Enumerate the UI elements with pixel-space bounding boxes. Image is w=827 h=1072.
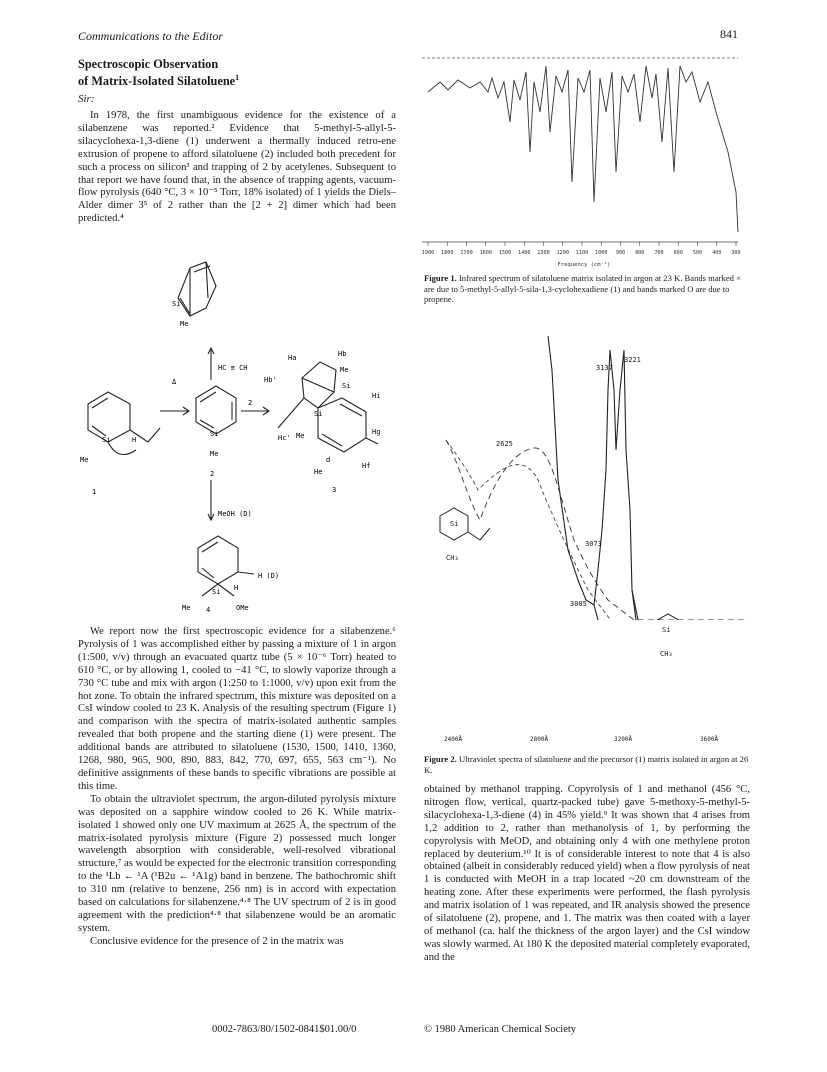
scheme-reagent-acetylene: HC ≡ CH	[218, 364, 248, 372]
scheme-ome-4: OMe	[236, 604, 249, 612]
scheme-ha: Ha	[288, 354, 297, 362]
title-line-1: Spectroscopic Observation	[78, 57, 219, 71]
scheme-hb-prime: Hb'	[264, 376, 277, 384]
ir-tick-label: 1200	[556, 250, 569, 256]
scheme-reagent-methanol: MeOH (D)	[218, 510, 252, 518]
paragraph-uv: To obtain the ultraviolet spectrum, the argon-diluted pyrolysis mixture was deposited on a sapphire window cooled to 26 K. While matrix-isolated 1 showed only one UV maximum at 2625 Å, the spectrum of the matrix-isolated pyrolysis mixture (Figure 2) possessed much longer wavelength absorption with considerable, well-resolved vibrational structure,⁷ as would be expected for the electronic transition corresponding to the ¹Lb ← ¹A (¹B2u ← ¹A1g) band in benzene. The bathochromic shift to 310 nm (relative to benzene, 256 nm) is in accord with expectation based on calculations for silabenzene.⁴·⁸ The UV spectrum of 2 is in good agreement with the prediction⁴·⁸ that silabenzene would be an aromatic system.	[78, 793, 396, 934]
scheme-label-1: 1	[92, 488, 97, 496]
uv-precursor-tail	[446, 440, 748, 620]
ir-tick-label: 900	[615, 250, 626, 256]
scheme-h-4: H	[234, 584, 239, 592]
scheme-delta: Δ	[172, 378, 177, 386]
uv-silatoluene-structure	[654, 614, 682, 620]
uv-tick-3200: 3200Å	[614, 736, 633, 743]
uv-peak-3005: 3005	[570, 600, 587, 608]
figure-2-label: Figure 2.	[424, 754, 457, 764]
uv-peak-3073: 3073	[585, 540, 602, 548]
figure-1-caption-text: Infrared spectrum of silatoluene matrix isolated in argon at 23 K. Bands marked × are due to 5-methyl-5-allyl-5-sila-1,3-cyclohexadiene (1) and bands marked O are due to propene.	[424, 273, 741, 305]
bicyclic-adduct-structure	[178, 262, 216, 316]
intro-paragraph	[78, 110, 396, 226]
uv-tick-2800: 2800Å	[530, 736, 549, 743]
ir-tick-label: 600	[673, 250, 683, 256]
scheme-d: d	[326, 456, 331, 464]
ir-tick-label: 1300	[537, 250, 550, 256]
footer-copyright: © 1980 American Chemical Society	[424, 1024, 577, 1035]
scheme-si-4: Si	[212, 588, 221, 596]
salutation: Sir:	[78, 93, 95, 105]
scheme-me-adduct: Me	[180, 320, 189, 328]
figure-2-caption-text: Ultraviolet spectra of silatoluene and the precursor (1) matrix isolated in argon at 26 K.	[424, 754, 749, 775]
figure-1-ir-spectrum	[418, 52, 748, 272]
ir-tick-label: 1600	[479, 250, 492, 256]
uv-tick-2400: 2400Å	[444, 736, 463, 743]
scheme-label-2: 2	[210, 470, 215, 478]
figure-1-label: Figure 1.	[424, 273, 457, 283]
journal-header: Communications to the Editor	[78, 29, 223, 43]
uv-precursor-si: Si	[450, 520, 459, 528]
ir-tick-label: 1700	[460, 250, 473, 256]
title-footnote: 1	[235, 73, 240, 82]
ir-xlabel: Frequency (cm⁻¹)	[557, 262, 611, 268]
reaction-scheme	[78, 258, 396, 630]
right-column-body	[424, 784, 750, 965]
ir-tick-label: 300	[731, 250, 741, 256]
ir-tick-label: 700	[654, 250, 664, 256]
ir-tick-label: 1900	[421, 250, 435, 256]
uv-silatoluene-si: Si	[662, 626, 671, 634]
uv-trace-structure	[594, 350, 748, 620]
scheme-si-1: Si	[102, 436, 111, 444]
ir-tick-label: 800	[635, 250, 645, 256]
scheme-me-1: Me	[80, 456, 89, 464]
scheme-hd: H (D)	[258, 572, 280, 580]
figure-2-uv-spectrum	[418, 330, 750, 620]
scheme-me-4: Me	[182, 604, 191, 612]
uv-peak-2625: 2625	[496, 440, 513, 448]
scheme-he: He	[314, 468, 323, 476]
scheme-si-adduct: Si	[172, 300, 181, 308]
scheme-hc: Hc'	[278, 434, 291, 442]
uv-peak-3221: 3221	[624, 356, 641, 364]
uv-trace-base	[632, 590, 748, 620]
scheme-h-1: H	[132, 436, 137, 444]
ir-x-ticks	[422, 242, 741, 256]
uv-peak-3137: 3137	[596, 364, 613, 372]
ir-trace	[428, 66, 738, 232]
scheme-hb: Hb	[338, 350, 347, 358]
scheme-me-2: Me	[210, 450, 219, 458]
paragraph-trapping: obtained by methanol trapping. Copyrolysis of 1 and methanol (456 °C, nitrogen flow, vertical, quartz-packed tube) gave 5-methoxy-5-methyl-5-silacyclohexa-1,3-diene (4) in 45% yield.⁹ It was shown that 4 arises from 1,2 addition to 2, rather than methanolysis of 1, by performing the copyrolysis with MeOD, and obtaining only 4 with one methylene proton replaced by deuterium.¹⁰ It is of considerable interest to note that 4 is also obtained (albeit in considerably reduced yield) when a flow pyrolysis of neat 1 is conducted with MeOH in a trap located ~20 cm downstream of the heating zone. After these experiments were performed, the flash pyrolysis and matrix isolation of 1 was repeated, and IR analysis showed the presence of silatoluene (2), propene, and 1. The matrix was then coated with a layer of methanol (ca. half the thickness of the argon layer) and the CsI window was slowly warmed. At 180 K the deposited material completely evaporated, and the	[424, 784, 750, 963]
uv-silatoluene-ch3: CH₃	[660, 650, 673, 658]
left-column-body	[78, 626, 396, 949]
figure-2-caption	[424, 754, 750, 775]
scheme-label-3: 3	[332, 486, 337, 494]
compound-4-structure	[198, 536, 254, 596]
ir-tick-label: 1100	[575, 250, 589, 256]
ir-tick-label: 1400	[518, 250, 531, 256]
scheme-hi: Hi	[372, 392, 381, 400]
scheme-si-2: Si	[210, 430, 219, 438]
compound-3-structure	[278, 362, 381, 452]
figure-1-caption	[424, 273, 750, 305]
scheme-label-4: 4	[206, 606, 211, 614]
scheme-hf: Hf	[362, 462, 371, 470]
title-line-2: of Matrix-Isolated Silatoluene	[78, 74, 236, 89]
uv-precursor-ch3: CH₃	[446, 554, 459, 562]
scheme-arrow-label-2: 2	[248, 399, 253, 407]
scheme-me-3b: Me	[296, 432, 305, 440]
ir-tick-label: 1800	[441, 250, 454, 256]
intro-text: In 1978, the first unambiguous evidence for the existence of a silabenzene was reported.² Evidence that 5-methyl-5-allyl-5-silacyclohexa-1,3-diene (1) underwent a thermally induced retro-ene extrusion of propene to afford silatoluene (2) included both precedent for such a process on silicon³ and trapping of 2 by acetylenes. Subsequent to that report we have found that, in the absence of trapping agents, vacuum-flow pyrolysis (640 °C, 3 × 10⁻⁵ Torr, 18% isolated) of 1 yields the Diels–Alder dimer 3⁵ of 2 rather than the [2 + 2] dimer which had been predicted.⁴	[78, 110, 396, 225]
scheme-me-3: Me	[340, 366, 349, 374]
uv-precursor-dashed-trace	[446, 440, 648, 620]
ir-tick-label: 1000	[595, 250, 608, 256]
scheme-si-3b: Si	[314, 410, 323, 418]
ir-tick-label: 500	[692, 250, 703, 256]
scheme-si-3a: Si	[342, 382, 351, 390]
article-title	[78, 57, 239, 88]
uv-trace-left	[548, 336, 612, 620]
compound-1-structure	[88, 392, 160, 455]
ir-tick-label: 1500	[498, 250, 512, 256]
paragraph-ir: We report now the first spectroscopic evidence for a silabenzene.⁶ Pyrolysis of 1 was accomplished either by passing a mixture of 1 in argon (1:500, v/v) through an evacuated quartz tube (5 × 10⁻⁶ Torr) heated to 610 °C, or by allowing 1, cooled to −41 °C, to slowly vaporize through a 730 °C tube and mix with argon (1:250 to 1:1000, v/v) upon exit from the hot zone. To obtain the infrared spectrum, this mixture was deposited on a CsI window cooled to 23 K. Analysis of the resulting spectrum (Figure 1) and comparison with the spectra of matrix-isolated authentic samples revealed that both propene and the starting diene (1) were present. The additional bands are attributed to silatoluene (1530, 1500, 1410, 1360, 1268, 980, 965, 900, 890, 883, 842, 770, 697, 655, 563 cm⁻¹). No definitive assignments of these bands to specific vibrations are possible at this time.	[78, 626, 396, 792]
compound-2-structure	[196, 386, 236, 434]
footer-code: 0002-7863/80/1502-0841$01.00/0	[212, 1024, 357, 1035]
uv-tick-3600: 3600Å	[700, 736, 719, 743]
scheme-hg: Hg	[372, 428, 381, 436]
paragraph-evidence: Conclusive evidence for the presence of 2 in the matrix was	[90, 935, 344, 947]
page-number: 841	[720, 27, 738, 41]
ir-tick-label: 400	[712, 250, 722, 256]
